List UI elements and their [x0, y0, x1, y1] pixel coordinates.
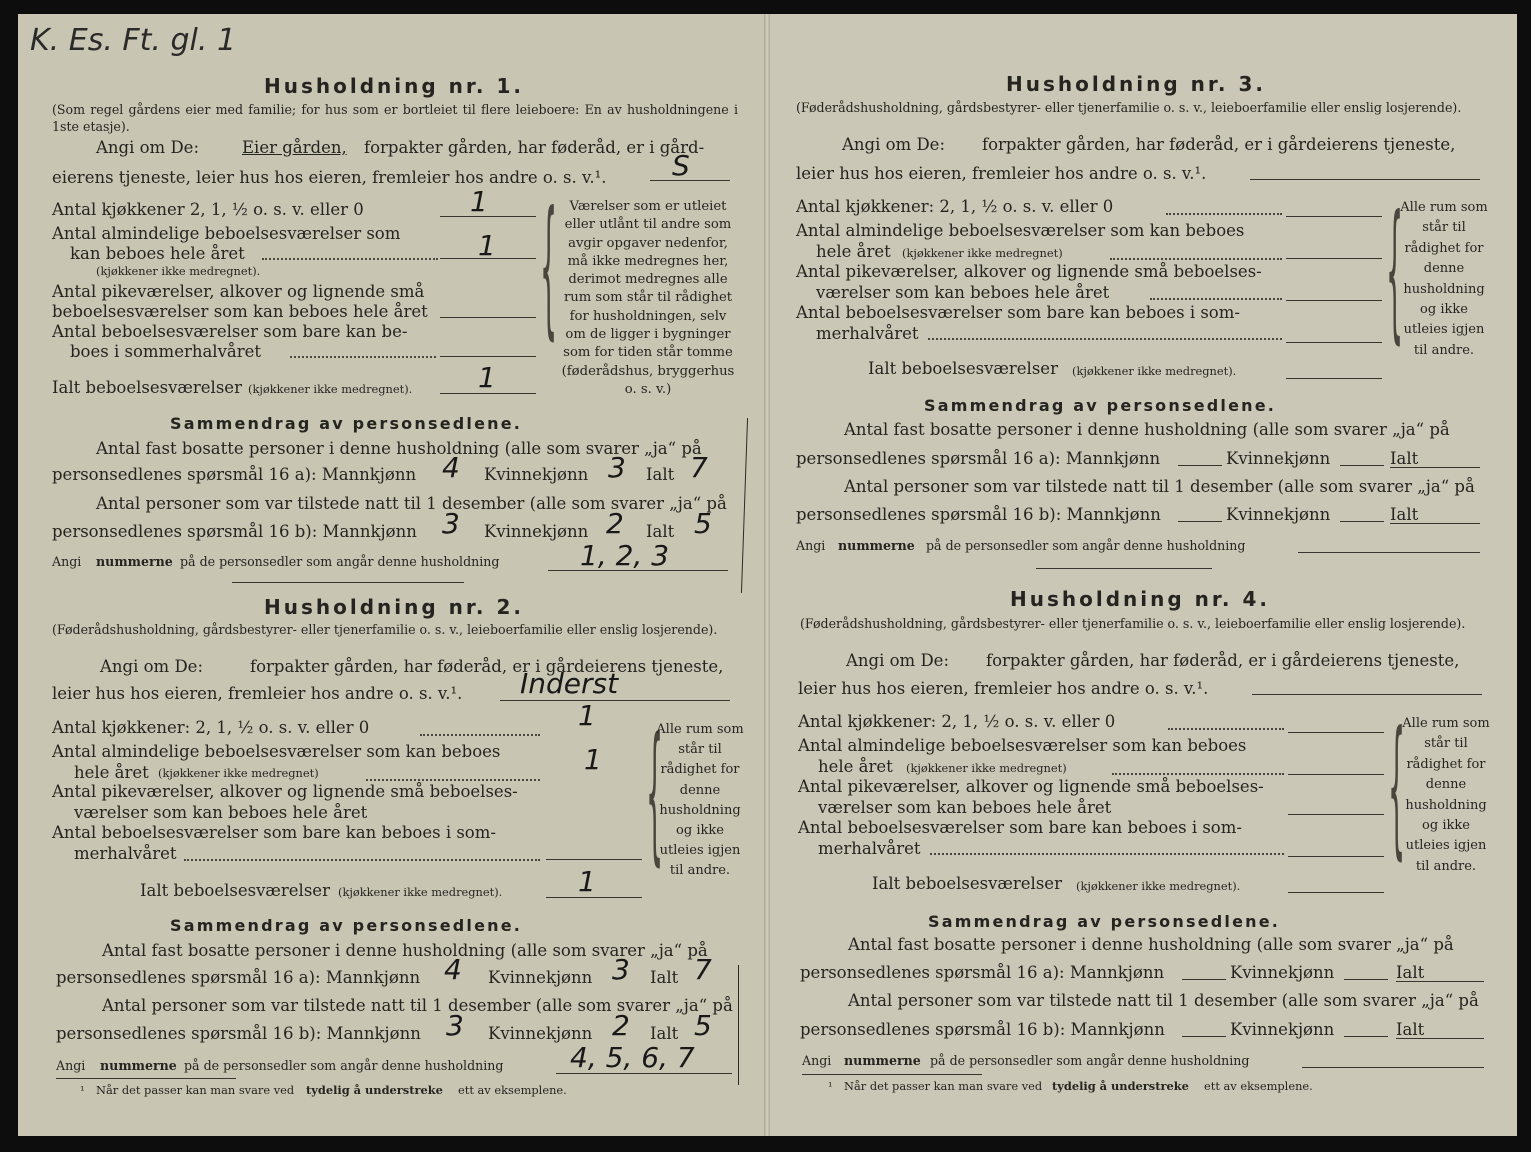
h2-brace: { — [646, 706, 664, 880]
h2-pres-female-label: Kvinnekjønn — [488, 1024, 593, 1043]
h1-pres-a: Antal personer som var tilstede natt til 1 desember (alle som svarer „ja“ på — [96, 494, 727, 513]
h1-res-b: personsedlenes spørsmål 16 a): Mannkjønn — [52, 465, 417, 484]
h2-kitchens-value: 1 — [578, 699, 596, 732]
h3-subtitle: (Føderådshusholdning, gårdsbestyrer- eller tjenerfamilie o. s. v., leieboerfamilie eller enslig losjerende). — [796, 100, 1462, 115]
h2-maid-a: Antal pikeværelser, alkover og lignende små beboelses- — [52, 782, 518, 801]
h2-pres-a: Antal personer som var tilstede natt til 1 desember (alle som svarer „ja“ på — [102, 996, 733, 1015]
h2-ask-line2: leier hus hos eieren, fremleier hos andre o. s. v.¹. — [52, 684, 463, 703]
h2-sum-a: Antal beboelsesværelser som bare kan beboes i som- — [52, 823, 496, 842]
h4-numbers-bold: nummerne — [844, 1053, 921, 1068]
h2-pres-female: 2 — [612, 1009, 630, 1042]
h1-sum-b: boes i sommerhalvåret — [70, 342, 262, 361]
h3-numbers-b: på de personsedler som angår denne husholdning — [926, 538, 1246, 553]
h3-side-note: Alle rum som står til rådighet for denne husholdning og ikke utleies igjen til andre. — [1400, 200, 1488, 358]
h4-total-excl: (kjøkkener ikke medregnet). — [1076, 879, 1241, 893]
h2-total-excl: (kjøkkener ikke medregnet). — [338, 885, 503, 899]
h3-numbers-bold: nummerne — [838, 538, 915, 553]
h3-total-excl: (kjøkkener ikke medregnet). — [1072, 364, 1237, 378]
h3-ord-b: hele året — [816, 242, 891, 261]
h1-numbers-bold: nummerne — [96, 554, 173, 569]
h2-numbers-value: 4, 5, 6, 7 — [570, 1041, 695, 1074]
h4-total-label: Ialt beboelsesværelser — [872, 874, 1062, 893]
h1-title: Husholdning nr. 1. — [264, 74, 524, 98]
h1-ord-b: kan beboes hele året — [70, 244, 245, 263]
h2-res-female: 3 — [612, 953, 630, 986]
right-footnote-a: Når det passer kan man svare ved — [844, 1079, 1043, 1093]
h3-title: Husholdning nr. 3. — [1006, 72, 1266, 96]
h2-pres-male: 3 — [446, 1009, 464, 1042]
h2-side-note: Alle rum som står til rådighet for denne husholdning og ikke utleies igjen til andre. — [656, 722, 744, 879]
h1-ask-underlined: Eier gården, — [242, 138, 347, 157]
h2-numbers-b: på de personsedler som angår denne husholdning — [184, 1058, 504, 1073]
h2-ord-b: hele året — [74, 763, 149, 782]
h3-ask-line2: leier hus hos eieren, fremleier hos andre o. s. v.¹. — [796, 164, 1207, 183]
h4-maid-a: Antal pikeværelser, alkover og lignende små beboelses- — [798, 777, 1264, 796]
h4-numbers-b: på de personsedler som angår denne husholdning — [930, 1053, 1250, 1068]
h4-pres-b: personsedlenes spørsmål 16 b): Mannkjønn — [800, 1020, 1165, 1039]
h3-brace: { — [1386, 184, 1404, 358]
h4-sum-a: Antal beboelsesværelser som bare kan beboes i som- — [798, 818, 1242, 837]
h3-kitchens-label: Antal kjøkkener: 2, 1, ½ o. s. v. eller 0 — [796, 197, 1114, 216]
h1-total-value: 1 — [478, 361, 496, 394]
h4-title: Husholdning nr. 4. — [1010, 587, 1270, 611]
h1-res-a: Antal fast bosatte personer i denne husholdning (alle som svarer „ja“ på — [96, 439, 702, 458]
h1-numbers-a: Angi — [52, 554, 82, 569]
h1-pres-female: 2 — [606, 507, 624, 540]
h1-pres-total: 5 — [694, 507, 712, 540]
h3-pres-female-label: Kvinnekjønn — [1226, 505, 1331, 524]
right-footnote-mark: ¹ — [828, 1079, 833, 1093]
h4-res-a: Antal fast bosatte personer i denne husholdning (alle som svarer „ja“ på — [848, 935, 1454, 954]
h3-res-female-label: Kvinnekjønn — [1226, 449, 1331, 468]
h2-sum-b: merhalvåret — [74, 844, 177, 863]
h4-res-b: personsedlenes spørsmål 16 a): Mannkjønn — [800, 963, 1165, 982]
h1-pres-b: personsedlenes spørsmål 16 b): Mannkjønn — [52, 522, 417, 541]
h2-numbers-a: Angi — [56, 1058, 86, 1073]
h3-total-label: Ialt beboelsesværelser — [868, 359, 1058, 378]
h1-maid-a: Antal pikeværelser, alkover og lignende små — [52, 282, 425, 301]
h2-ordinary-value: 1 — [584, 743, 602, 776]
h3-summary-title: Sammendrag av personsedlene. — [924, 396, 1277, 415]
h2-answer: Inderst — [520, 667, 619, 700]
h1-numbers-value: 1, 2, 3 — [580, 539, 670, 572]
h1-maid-b: beboelsesværelser som kan beboes hele året — [52, 302, 428, 321]
h4-res-total-label: Ialt — [1396, 963, 1425, 982]
h4-numbers-a: Angi — [802, 1053, 832, 1068]
right-footnote-c: ett av eksemplene. — [1204, 1079, 1313, 1093]
h2-angi: Angi om De: — [100, 657, 204, 676]
h1-res-total: 7 — [690, 451, 708, 484]
h1-ordinary-value: 1 — [478, 229, 496, 262]
h1-res-male: 4 — [442, 451, 460, 484]
h1-total-label: Ialt beboelsesværelser — [52, 378, 242, 397]
h2-summary-title: Sammendrag av personsedlene. — [170, 916, 523, 935]
h4-summary-title: Sammendrag av personsedlene. — [928, 912, 1281, 931]
h1-total-excl: (kjøkkener ikke medregnet). — [248, 382, 413, 396]
h2-pres-total-label: Ialt — [650, 1024, 679, 1043]
h2-numbers-bold: nummerne — [100, 1058, 177, 1073]
h1-kitchens-value: 1 — [470, 185, 488, 218]
h1-res-female-label: Kvinnekjønn — [484, 465, 589, 484]
h2-ord-a: Antal almindelige beboelsesværelser som kan beboes — [52, 742, 501, 761]
h2-res-total: 7 — [694, 953, 712, 986]
h2-ord-excl: (kjøkkener ikke medregnet) — [158, 766, 319, 780]
h2-total-value: 1 — [578, 865, 596, 898]
h2-total-label: Ialt beboelsesværelser — [140, 881, 330, 900]
corner-note: K. Es. Ft. gl. 1 — [30, 23, 237, 58]
h3-ask-rest: forpakter gården, har føderåd, er i gårdeierens tjeneste, — [982, 135, 1456, 154]
h3-sum-b: merhalvåret — [816, 324, 919, 343]
h2-pres-b: personsedlenes spørsmål 16 b): Mannkjønn — [56, 1024, 421, 1043]
left-footnote-mark: ¹ — [80, 1083, 85, 1097]
h4-angi: Angi om De: — [846, 651, 950, 670]
h1-brace: { — [540, 180, 558, 354]
h2-res-total-label: Ialt — [650, 968, 679, 987]
h4-ord-excl: (kjøkkener ikke medregnet) — [906, 761, 1067, 775]
h4-pres-female-label: Kvinnekjønn — [1230, 1020, 1335, 1039]
h1-ask-c: eierens tjeneste, leier hus hos eieren, fremleier hos andre o. s. v.¹. — [52, 168, 607, 187]
h1-kitchens-label: Antal kjøkkener 2, 1, ½ o. s. v. eller 0 — [52, 200, 364, 219]
h4-pres-a: Antal personer som var tilstede natt til 1 desember (alle som svarer „ja“ på — [848, 991, 1479, 1010]
h4-brace: { — [1388, 700, 1406, 874]
h1-sum-a: Antal beboelsesværelser som bare kan be- — [52, 322, 408, 341]
h2-subtitle: (Føderådshusholdning, gårdsbestyrer- eller tjenerfamilie o. s. v., leieboerfamilie eller enslig losjerende). — [52, 622, 718, 637]
h4-ask-rest: forpakter gården, har føderåd, er i gårdeierens tjeneste, — [986, 651, 1460, 670]
h3-maid-a: Antal pikeværelser, alkover og lignende små beboelses- — [796, 262, 1262, 281]
h1-ord-c: (kjøkkener ikke medregnet). — [96, 264, 261, 278]
left-footnote-c: ett av eksemplene. — [458, 1083, 567, 1097]
h1-summary-title: Sammendrag av personsedlene. — [170, 414, 523, 433]
h3-res-a: Antal fast bosatte personer i denne husholdning (alle som svarer „ja“ på — [844, 420, 1450, 439]
h1-pres-male: 3 — [442, 507, 460, 540]
h2-res-b: personsedlenes spørsmål 16 a): Mannkjønn — [56, 968, 421, 987]
right-footnote-b: tydelig å understreke — [1052, 1079, 1189, 1093]
h3-numbers-a: Angi — [796, 538, 826, 553]
h1-side-note: Værelser som er utleiet eller utlånt til andre som avgir opgaver nedenfor, må ikke medregnes her, derimot medregnes alle rum som står til rådighet for husholdningen, selv om de ligger i bygninger som for tiden står tomme (føderådshus, bryggerhus o. s. v.) — [561, 199, 735, 397]
h1-subtitle: (Som regel gårdens eier med familie; for hus som er bortleiet til flere leieboere: En av husholdningene i 1ste etasje). — [52, 102, 738, 134]
h4-side-note: Alle rum som står til rådighet for denne husholdning og ikke utleies igjen til andre. — [1402, 716, 1490, 874]
h2-res-a: Antal fast bosatte personer i denne husholdning (alle som svarer „ja“ på — [102, 941, 708, 960]
h2-res-female-label: Kvinnekjønn — [488, 968, 593, 987]
h4-res-female-label: Kvinnekjønn — [1230, 963, 1335, 982]
h4-ask-line2: leier hus hos eieren, fremleier hos andre o. s. v.¹. — [798, 679, 1209, 698]
h3-pres-total-label: Ialt — [1390, 505, 1419, 524]
h1-ask-a: Angi om De: — [96, 138, 200, 157]
h4-sum-b: merhalvåret — [818, 839, 921, 858]
h4-ord-b: hele året — [818, 757, 893, 776]
h1-ord-a: Antal almindelige beboelsesværelser som — [52, 224, 401, 243]
h2-kitchens-label: Antal kjøkkener: 2, 1, ½ o. s. v. eller 0 — [52, 718, 370, 737]
h2-ask-rest: forpakter gården, har føderåd, er i gårdeierens tjeneste, — [250, 657, 724, 676]
h4-pres-total-label: Ialt — [1396, 1020, 1425, 1039]
h2-maid-b: værelser som kan beboes hele året — [74, 803, 368, 822]
h3-ord-excl: (kjøkkener ikke medregnet) — [902, 246, 1063, 260]
h3-pres-b: personsedlenes spørsmål 16 b): Mannkjønn — [796, 505, 1161, 524]
left-footnote-b: tydelig å understreke — [306, 1083, 443, 1097]
h4-maid-b: værelser som kan beboes hele året — [818, 798, 1112, 817]
h1-ask-b: forpakter gården, har føderåd, er i gård- — [364, 138, 705, 157]
h3-res-b: personsedlenes spørsmål 16 a): Mannkjønn — [796, 449, 1161, 468]
h1-res-total-label: Ialt — [646, 465, 675, 484]
h3-maid-b: værelser som kan beboes hele året — [816, 283, 1110, 302]
h4-subtitle: (Føderådshusholdning, gårdsbestyrer- eller tjenerfamilie o. s. v., leieboerfamilie eller enslig losjerende). — [800, 616, 1466, 631]
h1-numbers-b: på de personsedler som angår denne husholdning — [180, 554, 500, 569]
h4-ord-a: Antal almindelige beboelsesværelser som kan beboes — [798, 736, 1247, 755]
h3-sum-a: Antal beboelsesværelser som bare kan beboes i som- — [796, 303, 1240, 322]
h1-answer: S — [672, 149, 690, 182]
page-fold — [764, 14, 770, 1136]
h2-pres-total: 5 — [694, 1009, 712, 1042]
left-footnote-a: Når det passer kan man svare ved — [96, 1083, 295, 1097]
h3-ord-a: Antal almindelige beboelsesværelser som kan beboes — [796, 221, 1245, 240]
h3-pres-a: Antal personer som var tilstede natt til 1 desember (alle som svarer „ja“ på — [844, 477, 1475, 496]
h2-res-male: 4 — [444, 953, 462, 986]
h3-res-total-label: Ialt — [1390, 449, 1419, 468]
h1-res-female: 3 — [608, 451, 626, 484]
h1-pres-total-label: Ialt — [646, 522, 675, 541]
h4-kitchens-label: Antal kjøkkener: 2, 1, ½ o. s. v. eller 0 — [798, 712, 1116, 731]
h2-title: Husholdning nr. 2. — [264, 595, 524, 619]
h1-pres-female-label: Kvinnekjønn — [484, 522, 589, 541]
h3-angi: Angi om De: — [842, 135, 946, 154]
